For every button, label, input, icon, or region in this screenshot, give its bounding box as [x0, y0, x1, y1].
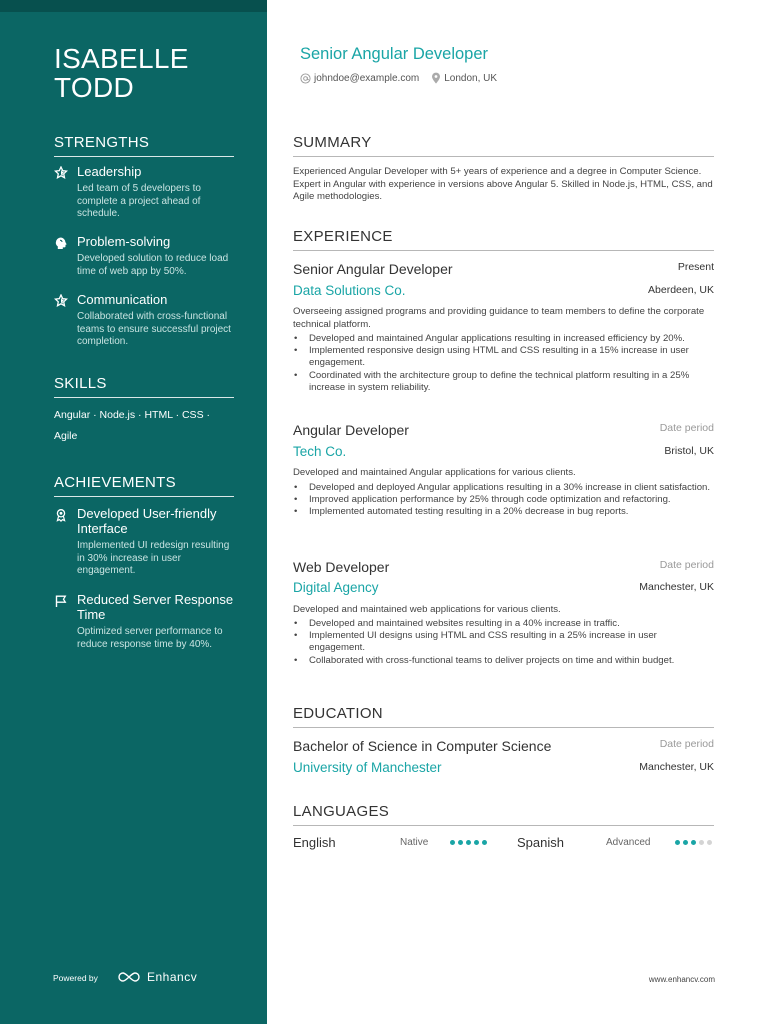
flag-icon	[54, 594, 68, 608]
star-icon	[54, 294, 68, 308]
bullet-item: • Collaborated with cross-functional teams to deliver projects on time and within budget.	[293, 655, 714, 667]
education-school: University of Manchester	[293, 760, 442, 775]
sidebar-top-bar	[0, 0, 267, 12]
strength-title: Problem-solving	[77, 234, 171, 249]
language-level: Native	[400, 837, 429, 848]
award-icon	[54, 508, 68, 522]
summary-heading: SUMMARY	[293, 134, 714, 157]
strength-desc: Developed solution to reduce load time of web app by 50%.	[77, 253, 229, 277]
achievement-title: Reduced Server Response Time	[77, 592, 234, 622]
candidate-name: ISABELLE TODD	[54, 43, 189, 103]
rating-dot-filled	[675, 840, 680, 845]
job-company: Data Solutions Co.	[293, 283, 406, 298]
education-location: Manchester, UK	[639, 761, 714, 773]
education-degree: Bachelor of Science in Computer Science	[293, 738, 552, 754]
strength-title: Leadership	[77, 164, 142, 179]
enhancv-logo[interactable]	[117, 970, 197, 984]
language-rating	[450, 840, 487, 845]
strength-item	[54, 292, 234, 349]
job-position: Senior Angular Developer	[293, 261, 453, 277]
location-item	[431, 72, 497, 84]
job-description: Developed and maintained web applications for various clients.	[293, 604, 561, 615]
job-bullets	[293, 333, 714, 394]
experience-heading: EXPERIENCE	[293, 228, 714, 251]
education-period: Date period	[659, 738, 714, 750]
sidebar	[0, 0, 267, 1024]
at-icon	[300, 73, 311, 84]
achievement-title: Developed User-friendly Interface	[77, 506, 217, 536]
strength-title: Communication	[77, 292, 168, 307]
job-description: Overseeing assigned programs and providing guidance to team members to define the corporate technical platform.	[293, 306, 705, 330]
powered-by-label: Powered by	[53, 973, 98, 983]
achievements-heading: ACHIEVEMENTS	[54, 474, 234, 497]
language-name: Spanish	[517, 835, 564, 850]
achievement-desc: Optimized server performance to reduce response time by 40%.	[77, 626, 223, 650]
job-bullets	[293, 482, 714, 519]
email-item[interactable]	[300, 73, 419, 84]
rating-dot-empty	[707, 840, 712, 845]
brand-name: Enhancv	[147, 970, 198, 984]
skills-list: Angular · Node.js · HTML · CSS · Agile	[54, 409, 210, 442]
language-rating	[675, 840, 712, 845]
rating-dot-filled	[482, 840, 487, 845]
job-location: Aberdeen, UK	[648, 284, 714, 296]
job-position: Web Developer	[293, 559, 390, 575]
language-level: Advanced	[606, 837, 651, 848]
job-location: Bristol, UK	[664, 445, 714, 457]
summary-text: Experienced Angular Developer with 5+ years of experience and a degree in Computer Science. Expert in Angular with experience in versions above Angular 5. Skilled in Node.js, HTML, CSS, and Agile methodologies.	[293, 166, 713, 202]
job-period: Date period	[659, 422, 714, 434]
job-location: Manchester, UK	[639, 581, 714, 593]
bullet-item: • Improved application performance by 25% through code optimization and refactoring.	[293, 494, 714, 506]
job-bullets	[293, 618, 714, 667]
achievement-item	[54, 506, 234, 578]
strength-item	[54, 164, 234, 221]
bullet-item: • Implemented responsive design using HTML and CSS resulting in a 15% increase in user engagement.	[293, 345, 714, 369]
bullet-item: • Developed and maintained websites resulting in a 40% increase in traffic.	[293, 618, 714, 630]
bullet-item: • Coordinated with the architecture group to define the technical platform resulting in a 25% increase in system reliability.	[293, 370, 714, 394]
location-pin-icon	[431, 72, 441, 84]
rating-dot-filled	[458, 840, 463, 845]
rating-dot-filled	[450, 840, 455, 845]
job-description: Developed and maintained Angular applications for various clients.	[293, 467, 576, 478]
bullet-item: • Developed and maintained Angular applications resulting in increased efficiency by 20%.	[293, 333, 714, 345]
rating-dot-filled	[466, 840, 471, 845]
language-name: English	[293, 835, 336, 850]
rating-dot-filled	[474, 840, 479, 845]
star-icon	[54, 166, 68, 180]
job-company: Digital Agency	[293, 580, 379, 595]
brain-icon	[54, 236, 68, 250]
bullet-item: • Implemented automated testing resulting in a 20% decrease in bug reports.	[293, 506, 714, 518]
rating-dot-empty	[699, 840, 704, 845]
job-title: Senior Angular Developer	[300, 45, 489, 63]
infinity-icon	[117, 971, 141, 983]
job-position: Angular Developer	[293, 422, 409, 438]
achievement-desc: Implemented UI redesign resulting in 30% increase in user engagement.	[77, 540, 230, 576]
bullet-item: • Implemented UI designs using HTML and CSS resulting in a 25% increase in user engagement.	[293, 630, 714, 654]
strength-item	[54, 234, 234, 278]
strength-desc: Led team of 5 developers to complete a project ahead of schedule.	[77, 183, 201, 219]
email-text: johndoe@example.com	[314, 72, 420, 84]
job-period: Date period	[659, 559, 714, 571]
bullet-item: • Developed and deployed Angular applications resulting in a 30% increase in client satisfaction.	[293, 482, 714, 494]
enhancv-website[interactable]: www.enhancv.com	[648, 975, 715, 984]
skills-heading: SKILLS	[54, 375, 234, 398]
achievement-item	[54, 592, 234, 651]
job-company: Tech Co.	[293, 444, 347, 459]
strength-desc: Collaborated with cross-functional teams to ensure successful project completion.	[77, 311, 231, 347]
languages-heading: LANGUAGES	[293, 803, 714, 826]
rating-dot-filled	[691, 840, 696, 845]
education-heading: EDUCATION	[293, 705, 714, 728]
contact-info	[300, 72, 509, 84]
rating-dot-filled	[683, 840, 688, 845]
job-period: Present	[677, 261, 714, 273]
location-text: London, UK	[444, 72, 498, 84]
strengths-heading: STRENGTHS	[54, 134, 234, 157]
